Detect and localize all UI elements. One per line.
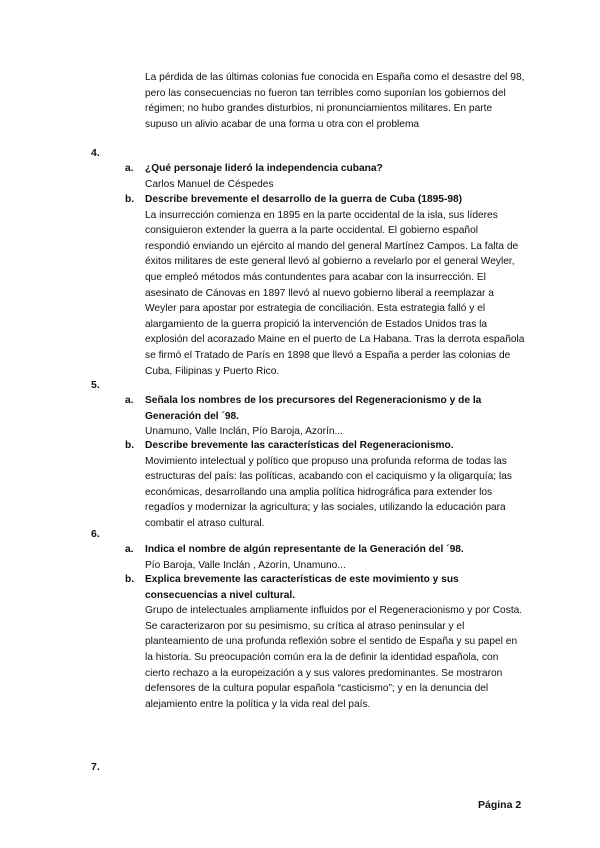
question-text: Indica el nombre de algún representante de la Generación del ´98.: [145, 544, 464, 555]
question-4a: [125, 161, 525, 192]
question-6a: [125, 542, 525, 573]
question-5b: [125, 438, 525, 532]
question-text: Describe brevemente el desarrollo de la guerra de Cuba (1895-98): [145, 194, 463, 205]
question-letter: b.: [125, 440, 135, 451]
answer-text: Unamuno, Valle Inclán, Pío Baroja, Azorín...: [145, 426, 344, 438]
question-letter: a.: [125, 544, 134, 555]
section-number-6: 6.: [91, 528, 100, 540]
question-text: Describe brevemente las características del Regeneracionismo.: [145, 440, 454, 451]
question-letter: a.: [125, 395, 134, 406]
question-letter: b.: [125, 194, 135, 205]
answer-text: Movimiento intelectual y político que propuso una profunda reforma de todas las estructuras del país: las políticas, acabando con el caciquismo y la oligarquía; las económicas, desarrollando una amplia política hidrográfica para extender los regadíos y modernizar la agricultura; y las sociales, utilizando la educación para combatir el atraso cultural.: [145, 455, 512, 529]
question-4b: [125, 192, 525, 379]
page-number: Página 2: [478, 799, 522, 811]
question-text: Explica brevemente las características de este movimiento y sus consecuencias a nivel cultural.: [145, 574, 459, 601]
section-number-4: 4.: [91, 147, 100, 159]
answer-text: La insurrección comienza en 1895 en la parte occidental de la isla, sus líderes consiguieron extender la guerra a la parte occidental. El gobierno español respondió enviando un ejército al mando del general Martínez Campos. La falta de éxitos militares de este general llevó al gobierno a revelarlo por el general Weyler, que empleó métodos más contundentes para acabar con la insurrección. El asesinato de Cánovas en 1897 llevó al nuevo gobierno liberal a reemplazar a Weyler para apostar por estrategia de conciliación. Esta estrategia falló y el alargamiento de la guerra propició la intervención de Estados Unidos tras la explosión del acorazado Maine en el puerto de La Habana. Tras la derrota española se firmó el Tratado de París en 1898 que llevó a España a perder las colonias de Cuba, Filipinas y Puerto Rico.: [145, 209, 525, 377]
answer-text: Grupo de intelectuales ampliamente influidos por el Regeneracionismo y por Costa. Se caracterizaron por su pesimismo, su crítica al atraso peninsular y el planteamiento de una profunda reflexión sobre el sentido de España y su papel en la historia. Su preocupación común era la de definir la identidad española, con cierto rechazo a la europeización a y sus valores predominantes. Se mostraron defensores de la cultura popular española “casticismo”; y en la denuncia del alejamiento entre la política y la vida real del país.: [145, 605, 523, 710]
question-letter: b.: [125, 574, 135, 585]
question-6b: [125, 572, 525, 712]
answer-text: Carlos Manuel de Céspedes: [145, 178, 274, 190]
question-5a: [125, 393, 525, 440]
question-text: Señala los nombres de los precursores del Regeneracionismo y de la Generación del ´98.: [145, 395, 482, 422]
section-number-7: 7.: [91, 761, 100, 773]
question-text: ¿Qué personaje lideró la independencia cubana?: [145, 163, 383, 174]
answer-text: Pío Baroja, Valle Inclán , Azorín, Unamuno...: [145, 559, 346, 571]
question-letter: a.: [125, 163, 134, 174]
intro-paragraph: La pérdida de las últimas colonias fue conocida en España como el desastre del 98, pero las consecuencias no fueron tan terribles como suponían los gobiernos del régimen; no hubo grandes disturbios, ni pronunciamientos militares. En parte supuso un alivio acabar de una forma u otra con el problema: [145, 72, 525, 130]
section-number-5: 5.: [91, 379, 100, 391]
